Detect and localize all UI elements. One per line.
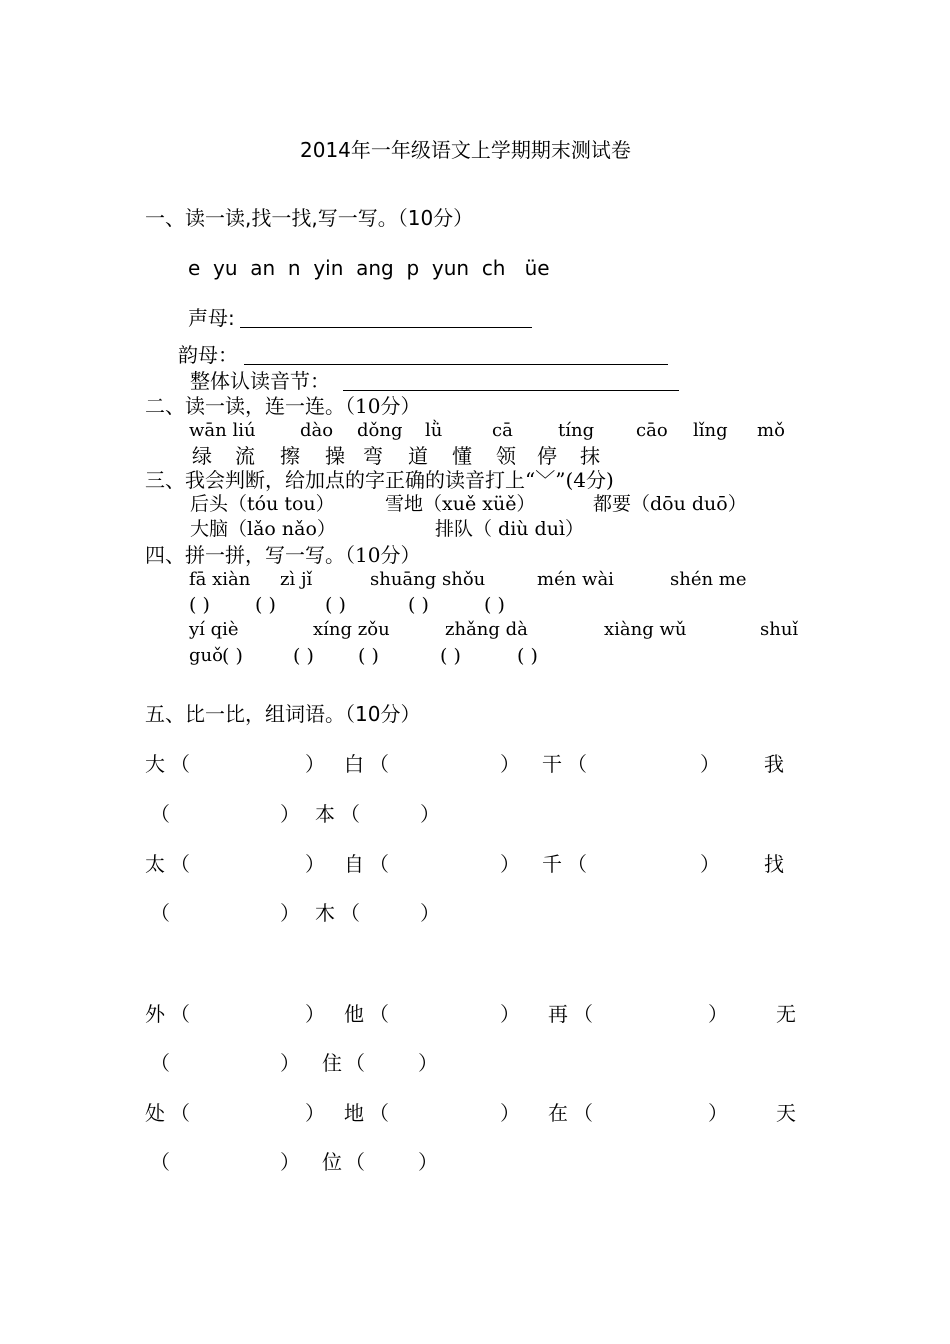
- q2-pinyin: lǜ: [425, 420, 443, 441]
- zhengti-answer-line[interactable]: [343, 390, 679, 391]
- q2-char: 操: [325, 444, 345, 468]
- q5-char: 干: [542, 752, 562, 776]
- q3-item[interactable]: 大脑（lǎo nǎo）: [190, 518, 336, 540]
- letter: e: [188, 256, 201, 280]
- q2-pinyin: cāo: [636, 420, 668, 441]
- q2-char: 抹: [580, 444, 600, 468]
- q5-close[interactable]: ）: [500, 1002, 520, 1026]
- q3-item[interactable]: 后头（tóu tou）: [190, 493, 335, 515]
- q4-blank[interactable]: ( ): [255, 594, 276, 616]
- q5-close[interactable]: ）: [418, 1150, 438, 1174]
- q5-close[interactable]: ）: [305, 752, 325, 776]
- q5-char: 我: [764, 752, 784, 776]
- yunmu-answer-line[interactable]: [244, 364, 668, 365]
- q5-char: 外: [145, 1002, 165, 1026]
- q4-pinyin: yí qiè: [189, 619, 239, 640]
- q5-open[interactable]: （: [567, 752, 587, 776]
- q4-pinyin: guǒ: [189, 645, 223, 666]
- q5-close[interactable]: ）: [280, 901, 300, 925]
- q4-pinyin: xiàng wǔ: [604, 619, 687, 640]
- q5-char: 地: [344, 1101, 364, 1125]
- q5-char: 大: [145, 752, 165, 776]
- q4-pinyin: shén me: [670, 569, 747, 590]
- yunmu-label: 韵母：: [178, 343, 238, 367]
- q5-close[interactable]: ）: [500, 752, 520, 776]
- q5-open[interactable]: （: [340, 802, 360, 826]
- q4-pinyin: shuǐ: [760, 619, 799, 640]
- q5-char: 他: [344, 1002, 364, 1026]
- q4-pinyin: zhǎng dà: [445, 619, 528, 640]
- q3-item[interactable]: 都要（dōu duō）: [593, 493, 747, 515]
- q5-char: 住: [322, 1051, 342, 1075]
- q4-blank[interactable]: ( ): [517, 645, 538, 667]
- q4-blank[interactable]: ( ): [189, 594, 210, 616]
- q5-char: 天: [776, 1101, 796, 1125]
- q2-pinyin: tíng: [558, 420, 595, 441]
- q4-pinyin: mén wài: [537, 569, 614, 590]
- q4-blank[interactable]: ( ): [408, 594, 429, 616]
- q2-pinyin: mǒ: [757, 420, 785, 441]
- q3-item[interactable]: 雪地（xuě xüě）: [385, 493, 536, 515]
- q5-open[interactable]: （: [170, 752, 190, 776]
- q5-char: 本: [315, 802, 335, 826]
- q2-heading: 二、读一读，连一连。（10分）: [145, 394, 421, 418]
- q5-close[interactable]: ）: [280, 802, 300, 826]
- q5-char: 自: [344, 852, 364, 876]
- q5-heading: 五、比一比，组词语。（10分）: [145, 702, 421, 726]
- q5-close[interactable]: ）: [500, 852, 520, 876]
- q5-close[interactable]: ）: [700, 852, 720, 876]
- q4-blank[interactable]: ( ): [358, 645, 379, 667]
- q5-open[interactable]: （: [573, 1002, 593, 1026]
- q5-char: 白: [344, 752, 364, 776]
- q2-char: 懂: [452, 444, 472, 468]
- q4-pinyin: shuāng shǒu: [370, 569, 486, 590]
- q4-pinyin: fā xiàn: [189, 569, 251, 590]
- letter: ch: [481, 256, 506, 280]
- q5-close[interactable]: ）: [420, 901, 440, 925]
- q4-blank[interactable]: ( ): [293, 645, 314, 667]
- q5-open[interactable]: （: [369, 1002, 389, 1026]
- q5-char: 位: [322, 1150, 342, 1174]
- q5-open[interactable]: （: [150, 1150, 170, 1174]
- q5-close[interactable]: ）: [305, 852, 325, 876]
- q4-pinyin: zì jǐ: [280, 569, 313, 590]
- q2-pinyin: dào: [300, 420, 334, 441]
- q1-letters: [188, 258, 550, 278]
- q5-close[interactable]: ）: [708, 1101, 728, 1125]
- q5-open[interactable]: （: [170, 1101, 190, 1125]
- q5-open[interactable]: （: [170, 852, 190, 876]
- q2-char: 流: [235, 444, 255, 468]
- letter: yun: [431, 256, 470, 280]
- letter: yu: [213, 256, 238, 280]
- letter: p: [406, 256, 420, 280]
- q5-open[interactable]: （: [573, 1101, 593, 1125]
- q2-pinyin: cā: [492, 420, 513, 441]
- q5-open[interactable]: （: [369, 852, 389, 876]
- q5-open[interactable]: （: [170, 1002, 190, 1026]
- q2-pinyin: dǒng: [357, 420, 403, 441]
- q5-open[interactable]: （: [369, 1101, 389, 1125]
- q2-char: 道: [408, 444, 428, 468]
- q5-open[interactable]: （: [340, 901, 360, 925]
- page-title: 2014年一年级语文上学期期末测试卷: [300, 138, 631, 162]
- q4-heading: 四、拼一拼，写一写。（10分）: [145, 543, 421, 567]
- zhengti-label: 整体认读音节：: [190, 369, 330, 393]
- q3-heading: 三、我会判断，给加点的字正确的读音打上“﹀”(4分): [145, 468, 614, 492]
- q5-char: 木: [315, 901, 335, 925]
- q5-close[interactable]: ）: [500, 1101, 520, 1125]
- q5-char: 千: [542, 852, 562, 876]
- q5-close[interactable]: ）: [420, 802, 440, 826]
- q4-blank[interactable]: ( ): [222, 645, 243, 667]
- letter: n: [287, 256, 301, 280]
- q2-char: 绿: [192, 444, 212, 468]
- q5-open[interactable]: （: [369, 752, 389, 776]
- q2-char: 领: [496, 444, 516, 468]
- letter: üe: [524, 256, 550, 280]
- q2-char: 擦: [280, 444, 300, 468]
- shengmu-answer-line[interactable]: [240, 327, 532, 328]
- q4-blank[interactable]: ( ): [440, 645, 461, 667]
- q5-close[interactable]: ）: [280, 1150, 300, 1174]
- q5-char: 无: [776, 1002, 796, 1026]
- q5-char: 找: [764, 852, 784, 876]
- q5-char: 再: [548, 1002, 568, 1026]
- q2-char: 停: [537, 444, 557, 468]
- q5-close[interactable]: ）: [305, 1101, 325, 1125]
- q5-close[interactable]: ）: [700, 752, 720, 776]
- q5-close[interactable]: ）: [708, 1002, 728, 1026]
- q2-pinyin: lǐng: [693, 420, 728, 441]
- shengmu-label: 声母:: [188, 306, 235, 330]
- q5-close[interactable]: ）: [305, 1002, 325, 1026]
- letter: yin: [313, 256, 344, 280]
- q5-open[interactable]: （: [150, 901, 170, 925]
- q3-item[interactable]: 排队（ diù duì）: [435, 518, 585, 540]
- letter: an: [250, 256, 276, 280]
- q5-close[interactable]: ）: [280, 1051, 300, 1075]
- q5-open[interactable]: （: [345, 1150, 365, 1174]
- q1-heading: 一、读一读,找一找,写一写。（10分）: [145, 206, 474, 230]
- q5-close[interactable]: ）: [418, 1051, 438, 1075]
- q5-open[interactable]: （: [150, 1051, 170, 1075]
- q5-char: 处: [145, 1101, 165, 1125]
- q4-pinyin: xíng zǒu: [313, 619, 390, 640]
- q5-char: 太: [145, 852, 165, 876]
- q5-open[interactable]: （: [150, 802, 170, 826]
- letter: ang: [356, 256, 394, 280]
- q4-blank[interactable]: ( ): [325, 594, 346, 616]
- q5-char: 在: [548, 1101, 568, 1125]
- q5-open[interactable]: （: [345, 1051, 365, 1075]
- q2-pinyin: wān liú: [189, 420, 256, 441]
- q4-blank[interactable]: ( ): [484, 594, 505, 616]
- q5-open[interactable]: （: [567, 852, 587, 876]
- q2-char: 弯: [363, 444, 383, 468]
